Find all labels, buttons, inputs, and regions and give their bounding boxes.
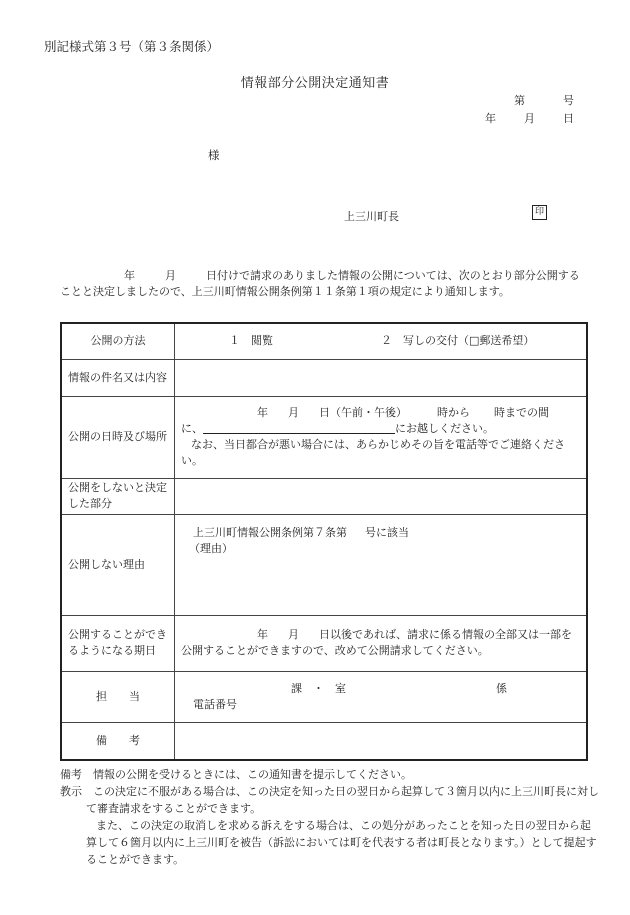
undisclosed-label: 公開をしないと決定した部分	[61, 478, 175, 514]
note-biko: 備考 情報の公開を受けるときには、この通知書を提示してください。	[60, 768, 412, 781]
available-label: 公開することができるようになる期日	[61, 615, 175, 671]
place-blank-line	[203, 421, 395, 434]
remarks-value	[175, 722, 588, 760]
method-option-copy: ２ 写しの交付（□郵送希望）	[381, 334, 535, 348]
contact-label: 担 当	[61, 671, 175, 722]
date-month: 月	[524, 112, 535, 125]
contact-kakari: 係	[496, 681, 507, 695]
datetime-value	[175, 396, 588, 478]
method-option-view: １ 閲覧	[229, 334, 273, 348]
row-undisclosed	[61, 478, 587, 514]
intro-month: 月	[165, 269, 176, 282]
datetime-note: なお、当日都合が悪い場合には、あらかじめその旨を電話等でご連絡ください。	[181, 438, 565, 467]
reason-applicable: 号に該当	[365, 525, 409, 539]
subject-label: 情報の件名又は内容	[61, 359, 175, 396]
note-kyouji-1: 教示 この決定に不服がある場合は、この決定を知った日の翌日から起算して３箇月以内に上三川町長に対して審査請求をすることができます。	[60, 785, 599, 815]
number-go: 号	[563, 94, 574, 107]
datetime-line2-post: にお越しください。	[395, 422, 494, 435]
row-remarks	[61, 722, 587, 760]
footer-notes	[60, 766, 600, 868]
available-year: 年	[257, 628, 268, 641]
issuer-name: 上三川町長	[344, 210, 399, 223]
row-datetime	[61, 396, 587, 478]
document-number-line	[514, 92, 574, 108]
datetime-from: 時から	[437, 406, 470, 419]
seal-mark: 印	[532, 205, 547, 220]
date-year: 年	[485, 112, 496, 125]
datetime-month: 月	[288, 406, 299, 419]
datetime-day-ampm: 日（午前・午後）	[319, 406, 407, 419]
date-day: 日	[563, 112, 574, 125]
contact-section: 課 ・ 室	[291, 681, 346, 695]
contact-phone: 電話番号	[193, 697, 237, 711]
decision-table	[60, 322, 588, 761]
reason-detail-label: （理由）	[189, 541, 233, 555]
row-available	[61, 615, 587, 671]
row-contact	[61, 671, 587, 722]
note-kyouji-2: また、この決定の取消しを求める訴えをする場合は、この処分があったことを知った日の翌日から起算して６箇月以内に上三川町を被告（訴訟においては町を代表する者は町長となります。）として提起することができます。	[86, 819, 597, 866]
row-method	[61, 323, 587, 359]
available-text: 日以後であれば、請求に係る情報の全部又は一部を公開することができますので、改めて公開請求してください。	[181, 628, 572, 657]
row-subject	[61, 359, 587, 396]
date-line	[485, 110, 574, 126]
form-number: 別記様式第３号（第３条関係）	[44, 39, 220, 54]
reason-value	[175, 514, 588, 615]
datetime-year: 年	[257, 406, 268, 419]
subject-value	[175, 359, 588, 396]
row-reason	[61, 514, 587, 615]
number-dai: 第	[514, 94, 525, 107]
method-options	[175, 323, 588, 359]
available-month: 月	[288, 628, 299, 641]
intro-text: 日付けで請求のありました情報の公開については、次のとおり部分公開することと決定しましたので、上三川町情報公開条例第１１条第１項の規定により通知します。	[60, 269, 580, 298]
available-value	[175, 615, 588, 671]
datetime-label: 公開の日時及び場所	[61, 396, 175, 478]
datetime-line2-pre: に、	[181, 422, 203, 435]
method-label: 公開の方法	[61, 323, 175, 359]
remarks-label: 備 考	[61, 722, 175, 760]
document-title: 情報部分公開決定通知書	[240, 76, 390, 91]
reason-label: 公開しない理由	[61, 514, 175, 615]
intro-paragraph	[60, 268, 588, 300]
addressee-sama: 様	[208, 148, 220, 162]
contact-value	[175, 671, 588, 722]
undisclosed-value	[175, 478, 588, 514]
datetime-to: 時までの間	[494, 406, 549, 419]
reason-article: 上三川町情報公開条例第７条第	[193, 525, 347, 539]
intro-year: 年	[124, 269, 135, 282]
